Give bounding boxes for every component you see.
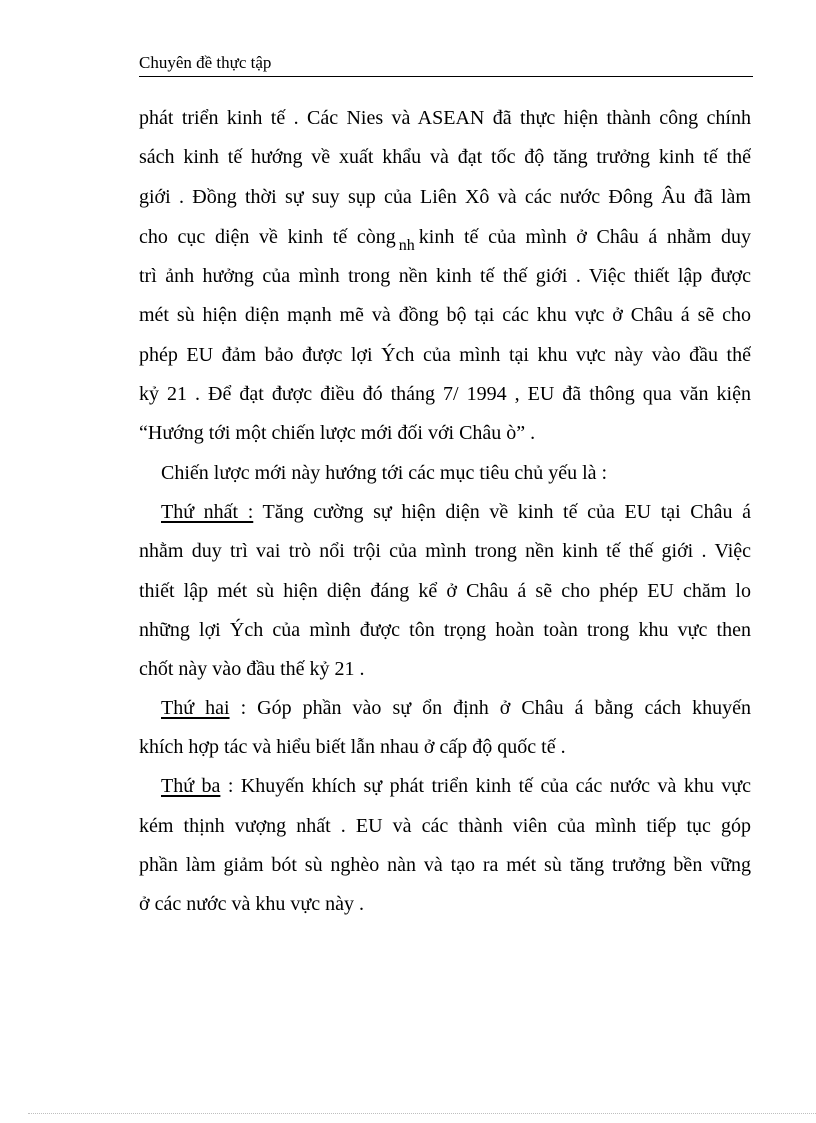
body-line-12: nhằm duy trì vai trò nổi trội của mình trong nền kinh tế thế giới . Việc (139, 540, 751, 562)
body-line-8: kỷ 21 . Để đạt được điều đó tháng 7/ 1994 , EU đã thông qua văn kiện (139, 383, 751, 405)
body-line-14: những lợi Ých của mình được tôn trọng hoàn toàn trong khu vực then (139, 619, 751, 641)
body-line-3: giới . Đồng thời sự suy sụp của Liên Xô và các nước Đông Âu đã làm (139, 186, 751, 208)
body-line-20: phần làm giảm bót sù nghèo nàn và tạo ra mét sù tăng trưởng bền vững (139, 854, 751, 876)
body-line-11 (161, 499, 751, 525)
body-line-17: khích hợp tác và hiểu biết lẫn nhau ở cấp độ quốc tế . (139, 736, 566, 758)
page-bottom-divider (28, 1113, 816, 1114)
body-line-19: kém thịnh vượng nhất . EU và các thành viên của mình tiếp tục góp (139, 815, 751, 837)
heading-second: Thứ hai (161, 697, 230, 719)
body-line-7: phép EU đảm bảo được lợi Ých của mình tại khu vực này vào đầu thế (139, 344, 751, 366)
body-line-16 (161, 695, 751, 721)
body-line-10: Chiến lược mới này hướng tới các mục tiêu chủ yếu là : (161, 462, 608, 484)
body-line-18-text: : Khuyến khích sự phát triển kinh tế của các nước và khu vực (220, 775, 751, 797)
body-line-11-text: Tăng cường sự hiện diện về kinh tế của EU tại Châu á (253, 501, 751, 523)
body-line-6: mét sù hiện diện mạnh mẽ và đồng bộ tại các khu vực ở Châu á sẽ cho (139, 304, 751, 326)
body-line-16-text: : Góp phần vào sự ổn định ở Châu á bằng cách khuyến (229, 697, 751, 719)
heading-first: Thứ nhất : (161, 501, 254, 523)
body-line-15: chốt này vào đầu thế kỷ 21 . (139, 658, 365, 680)
page-header (139, 52, 753, 77)
body-line-13: thiết lập mét sù hiện diện đáng kể ở Châu á sẽ cho phép EU chăm lo (139, 580, 751, 602)
body-line-4-subscript: nh (398, 237, 415, 250)
heading-third: Thứ ba (161, 775, 221, 797)
body-line-18 (161, 773, 751, 799)
body-line-4 (139, 224, 751, 250)
body-line-5: trì ảnh hưởng của mình trong nền kinh tế thế giới . Việc thiết lập được (139, 265, 751, 287)
header-title: Chuyên đề thực tập (139, 53, 272, 72)
body-line-4-end: kinh tế của mình ở Châu á nhằm duy (418, 226, 751, 248)
body-line-2: sách kinh tế hướng về xuất khẩu và đạt tốc độ tăng trưởng kinh tế thế (139, 146, 751, 168)
body-line-21: ở các nước và khu vực này . (139, 893, 364, 915)
body-line-4-start: cho cục diện về kinh tế còng (139, 226, 396, 248)
body-line-1: phát triển kinh tế . Các Nies và ASEAN đã thực hiện thành công chính (139, 107, 751, 129)
body-line-9: “Hướng tới một chiến lược mới đối với Châu ò” . (139, 422, 536, 444)
